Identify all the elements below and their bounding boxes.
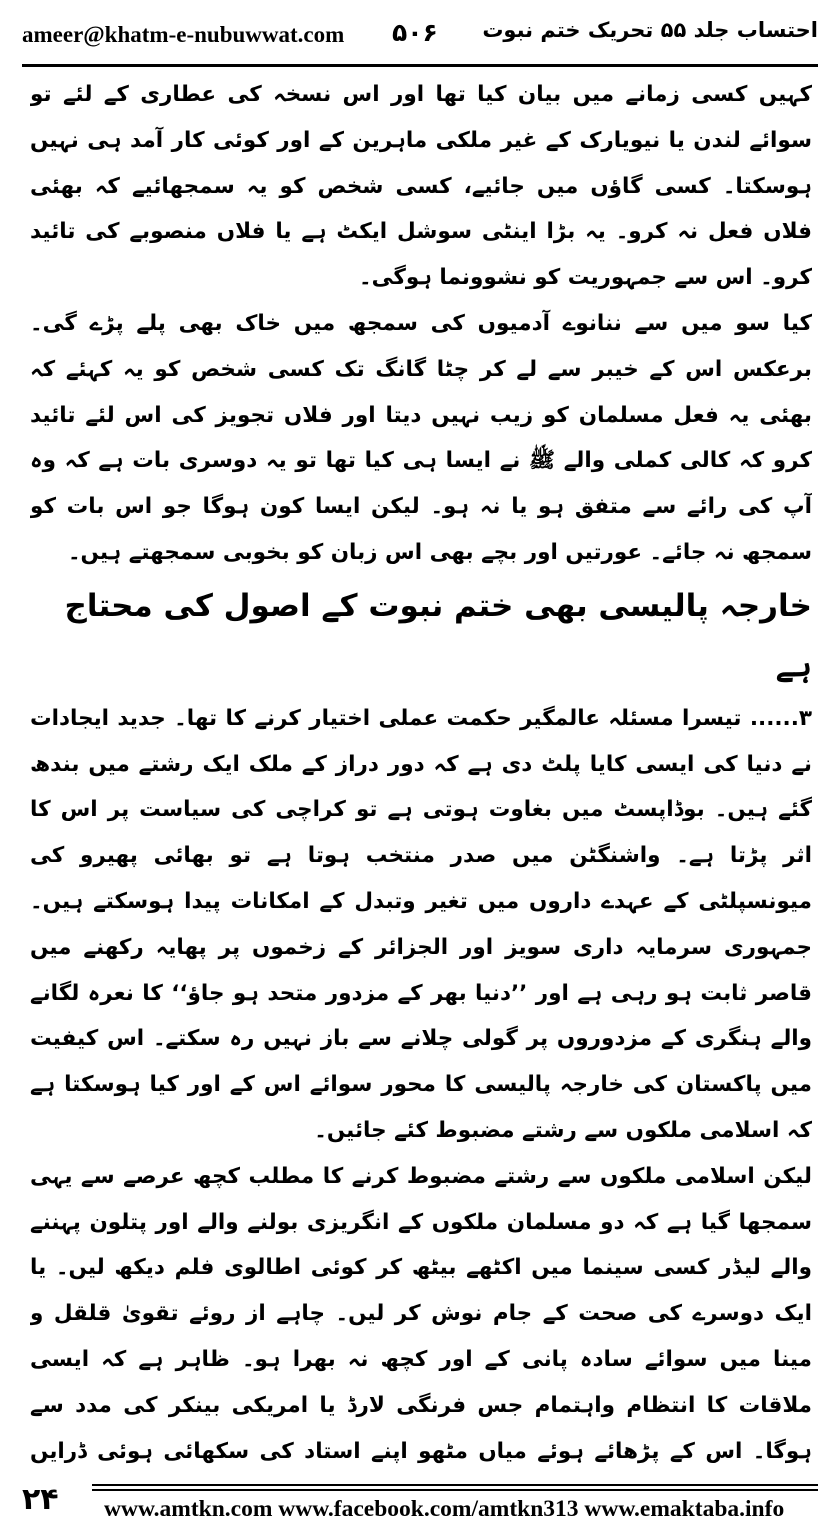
section-heading: خارجہ پالیسی بھی ختم نبوت کے اصول کی محتاج ہے	[64, 587, 812, 684]
footer-page-number: ۲۴	[22, 1482, 59, 1517]
footer-page-number-box	[22, 1482, 92, 1526]
page-body	[30, 72, 812, 1472]
footer-links: www.amtkn.com www.facebook.com/amtkn313 www.emaktaba.info	[104, 1496, 785, 1522]
footer-rule	[92, 1484, 818, 1491]
header-email: ameer@khatm-e-nubuwwat.com	[22, 22, 345, 47]
paragraph-3: ۳...... تیسرا مسئلہ عالمگیر حکمت عملی اختیار کرنے کا تھا۔ جدید ایجادات نے دنیا کی ایسی کایا پلٹ دی ہے کہ دور دراز کے ملک ایک رشتے میں بندھ گئے ہیں۔ بوڈاپسٹ میں بغاوت ہوتی ہے تو کراچی کی سیاست پر اس کا اثر پڑتا ہے۔ واشنگٹن میں صدر منتخب ہوتا ہے تو بھائی پھیرو کی میونسپلٹی کے عہدے داروں میں تغیر وتبدل کے امکانات پیدا ہوسکتے ہیں۔ جمہوری سرمایہ داری سویز اور الجزائر کے زخموں پر پھایہ رکھنے میں قاصر ثابت ہو رہی ہے اور ’’دنیا بھر کے مزدور متحد ہو جاؤ‘‘ کا نعرہ لگانے والے ہنگری کے مزدوروں پر گولی چلانے سے باز نہیں رہ سکتے۔ اس کیفیت میں پاکستان کی خارجہ پالیسی کا محور سوائے اس کے اور کیا ہوسکتا ہے کہ اسلامی ملکوں سے رشتے مضبوط کئے جائیں۔	[30, 705, 812, 1143]
header-title: احتساب جلد ۵۵ تحریک ختم نبوت	[482, 18, 818, 42]
paragraph-1: کہیں کسی زمانے میں بیان کیا تھا اور اس نسخہ کی عطاری کے لئے تو سوائے لندن یا نیویارک کے غیر ملکی ماہرین کے اور کوئی کار آمد ہی نہیں ہوسکتا۔ کسی گاؤں میں جائیے، کسی شخص کو یہ سمجھائیے کہ بھئی فلاں فعل نہ کرو۔ یہ بڑا اینٹی سوشل ایکٹ ہے یا فلاں منصوبے کی تائید کرو۔ اس سے جمہوریت کو نشوونما ہوگی۔	[30, 82, 812, 291]
header-rule	[22, 64, 818, 67]
paragraph-4: لیکن اسلامی ملکوں سے رشتے مضبوط کرنے کا مطلب کچھ عرصے سے یہی سمجھا گیا ہے کہ دو مسلمان ملکوں کے انگریزی بولنے والے اور پتلون پہننے والے لیڈر کسی سینما میں اکٹھے بیٹھ کر کوئی اطالوی فلم دیکھ لیں۔ یا ایک دوسرے کی صحت کے جام نوش کر لیں۔ چاہے از روئے تقویٰ قلقل و مینا میں سوائے سادہ پانی کے اور کچھ نہ بھرا ہو۔ ظاہر ہے کہ ایسی ملاقات کا انتظام واہتمام جس فرنگی لارڈ یا امریکی بینکر کی مدد سے ہوگا۔ اس کے پڑھائے ہوئے میاں مٹھو اپنے استاد کی سکھائی ہوئی ڈرایں	[30, 1163, 812, 1464]
header-page-number: ۵۰۶	[392, 18, 438, 47]
page-header	[22, 14, 818, 62]
paragraph-2: کیا سو میں سے ننانوے آدمیوں کی سمجھ میں خاک بھی پلے پڑے گی۔ برعکس اس کے خیبر سے لے کر چٹا گانگ تک کسی شخص کو یہ کہئے کہ بھئی یہ فعل مسلمان کو زیب نہیں دیتا اور فلاں تجویز کی اس لئے تائید کرو کہ کالی کملی والے ﷺ نے ایسا ہی کیا تھا تو یہ دوسری بات ہے کہ وہ آپ کی رائے سے متفق ہو یا نہ ہو۔ لیکن ایسا کون ہوگا جو اس بات کو سمجھ نہ جائے۔ عورتیں اور بچے بھی اس زبان کو بخوبی سمجھتے ہیں۔	[30, 310, 812, 565]
